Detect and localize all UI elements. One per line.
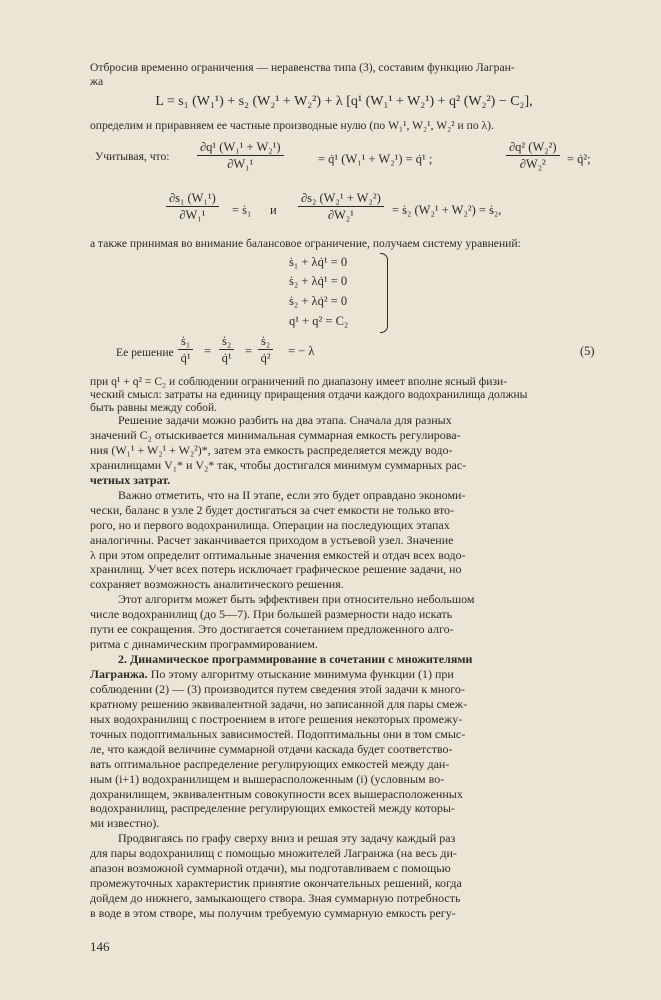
section-line: водохранилищ, распределение регулирующих емкостей между которы-	[90, 801, 455, 816]
derivative-ds1-fraction	[166, 191, 219, 222]
paragraph-line: Решение задачи можно разбить на два этапа. Сначала для разных	[118, 413, 452, 427]
paragraph-line: значений C₂ отыскивается минимальная суммарная емкость регулирова-	[90, 427, 461, 442]
considering-label: Учитывая, что:	[95, 150, 170, 163]
and-word: и	[270, 203, 277, 217]
paragraph-line: аналогичны. Расчет заканчивается приходом в устьевой узел. Значение	[90, 532, 454, 547]
section-line: ных водохранилищ с построением в итоге решения некоторых промежу-	[90, 711, 463, 726]
fraction-numerator: ∂q² (W₂²)	[506, 140, 560, 156]
paragraph-line: Продвигаясь по графу сверху вниз и решая эту задачу каждый раз	[118, 831, 456, 846]
note-line: быть равны между собой.	[90, 401, 218, 414]
paragraph-line: дойдем до нижнего, замыкающего створа. Зная суммарную потребность	[90, 891, 461, 906]
paragraph-line: чески, баланс в узле 2 будет достигаться за счет емкости не только вто-	[90, 502, 455, 517]
paragraph-line: числе водохранилищ (до 5—7). При большей размерности надо искать	[90, 607, 453, 622]
lagrange-function-equation: L = s₁ (W₁¹) + s₂ (W₂¹ + W₂²) + λ [q¹ (W₁¹ + W₂¹) + q² (W₂²) − C₂],	[155, 94, 533, 109]
paragraph-line: рого, но и первого водохранилища. Операции на последующих этапах	[90, 517, 450, 532]
section-line: кратному решению эквивалентной задачи, но записанной для пары смеж-	[90, 696, 468, 711]
derivative-ds1-rhs: = ṡ₁	[232, 203, 252, 217]
paragraph-line: λ при этом определит оптимальные значения емкостей и отдач всех водо-	[90, 547, 466, 562]
solution-tail: = − λ	[288, 344, 315, 358]
book-page: Отбросив временно ограничения — неравенства типа (3), составим функцию Лагран- жа L = s₁ (W₁¹) + s₂ (W₂¹ + W₂²) + λ [q¹ (W₁¹ + W₂¹) + q² (W₂²) − C₂], определим и приравняем ее частные производные нулю (по W₁¹, W₂¹, W₂² и по λ). Учитывая, что: $\frac{\text{∂q¹ (W₁¹ + W₂¹)}}{\text{∂W₁¹}}$ = q̇¹ (W₁¹ + W₂¹) = q̇¹ ; $\frac{\text{∂q² (W₂²)}}{\text{∂W₂²}}$ = q̇²; $\frac{\text{∂s₁ (W₁¹)}}{\text{∂W₁¹}}$ = ṡ₁ и $\frac{\text{∂s₂ (W₂¹ + W₂²)}}{\text{∂W₂¹}}$ = ṡ₂ (W₂¹ + W₂²) = ṡ₂, а также принимая во внимание балансовое ограничение, получаем систему уравнений: ṡ₁ + λq̇¹ = 0 ṡ₂ + λq̇¹ = 0 ṡ₂ + λq̇² = 0 q¹ + q² = C₂ Ее решение $\frac{\text{ṡ₁}}{\text{q̇¹}}$ = $\frac{\text{ṡ₂}}{\text{q̇¹}}$ = $\frac{\text{ṡ₂}}{\text{q̇²}}$ = − λ (5) при q¹ + q² = C₂ и соблюдении ограничений по диапазону имеет вполне ясный физи- ческий смысл: затраты на единицу приращения отдачи каждого водохранилища должны быть равны между собой. Решение задачи можно разбить на два этапа. Сначала для разных значений C₂ отыскивается минимальная суммарная емкость регулирова- ния (W₁¹ + W₂¹ + W₂²)*, затем эта емкость распределяется между водо- хранилищами V₁* и V₂* так, чтобы достигался минимум суммарных рас- четных затрат. Важно отметить, что на II этапе, если это будет оправдано экономи- чески, баланс в узле 2 будет достигаться за счет емкости не только вто- рого, но и первого водохранилища. Операции на последующих этапах аналогичны. Расчет заканчивается приходом в устьевой узел. Значение λ при этом определит оптимальные значения емкостей и отдач всех водо- хранилищ. Учет всех потерь исключает графическое решение задачи, но сохраняет возможность аналитического решения. Этот алгоритм может быть эффективен при относительно небольшом числе водохранилищ (до 5—7). При большей размерности надо искать пути ее сокращения. Это достигается сочетанием предложенного алго- ритма с динамическим программированием. 2. Динамическое программирование в сочетании с множителями Лагранжа. По этому алгоритму отыскание минимума функции (1) при соблюдении (2) — (3) производится путем сведения этой задачи к много- кратному решению эквивалентной задачи, но записанной для пары смеж- ных водохранилищ с построением в итоге решения некоторых промежу- точных подоптимальных зависимостей. Подоптимальны они в том смыс- ле, что каждой величине суммарной отдачи каскада будет соответство- вать оптимальное распределение регулирующих емкостей между дан- ным (i+1) водохранилищем и вышерасположенным (i) (условным во- дохранилищем, эквивалентным совокупности всех вышерасположенных водохранилищ, распределение регулирующих емкостей между которы- ми известно). Продвигаясь по графу сверху вниз и решая эту задачу каждый раз для пары водохранилищ с помощью множителей Лагранжа (на весь ди- апазон возможной суммарной отдачи), мы подготавливаем с помощью промежуточных характеристик принятие окончательных решений, когда дойдем до нижнего, замыкающего створа. Зная суммарную потребность в воде в этом створе, мы получим требуемую суммарную емкость регу- 146	[0, 0, 661, 1000]
paragraph-line: промежуточных характеристик принятие окончательных решений, когда	[90, 876, 462, 891]
derivative-dq1-fraction	[197, 140, 284, 171]
paragraph-line: Важно отметить, что на II этапе, если это будет оправдано экономи-	[118, 487, 466, 502]
fraction-numerator: ṡ₂	[258, 334, 273, 350]
solution-fraction	[219, 334, 234, 365]
paragraph-line: пути ее сокращения. Это достигается сочетанием предложенного алго-	[90, 622, 454, 637]
section-line: соблюдении (2) — (3) производится путем сведения этой задачи к много-	[90, 681, 465, 696]
paragraph-line: в воде в этом створе, мы получим требуемую суммарную емкость регу-	[90, 906, 456, 920]
section-line: ми известно).	[90, 816, 160, 831]
section-line-text: По этому алгоритму отыскание минимума функции (1) при	[147, 667, 454, 681]
note-line: ческий смысл: затраты на единицу приращения отдачи каждого водохранилища должны	[90, 388, 528, 401]
system-brace	[380, 253, 388, 333]
fraction-numerator: ṡ₁	[178, 334, 193, 350]
section-line: вать оптимальное распределение регулирующих емкостей между дан-	[90, 756, 450, 771]
section-first-line	[90, 667, 598, 682]
balance-constraint-line: а также принимая во внимание балансовое ограничение, получаем систему уравнений:	[90, 237, 521, 250]
paragraph-line: хранилищ. Учет всех потерь исключает графическое решение задачи, но	[90, 562, 462, 577]
paragraph-line: хранилищами V₁* и V₂* так, чтобы достигался минимум суммарных рас-	[90, 457, 467, 472]
solution-label: Ее решение	[116, 346, 174, 359]
note-line: при q¹ + q² = C₂ и соблюдении ограничений по диапазону имеет вполне ясный физи-	[90, 375, 508, 388]
section-line: дохранилищем, эквивалентным совокупности всех вышерасположенных	[90, 786, 463, 801]
section-line: ле, что каждой величине суммарной отдачи каскада будет соответство-	[90, 741, 453, 756]
derivative-dq2-fraction	[506, 140, 560, 171]
paragraph-line: ритма с динамическим программированием.	[90, 637, 318, 652]
derivative-ds2-fraction	[298, 191, 384, 222]
page-number: 146	[90, 939, 110, 954]
fraction-denominator: q̇¹	[221, 351, 232, 365]
derivative-dq1-rhs: = q̇¹ (W₁¹ + W₂¹) = q̇¹ ;	[318, 152, 433, 166]
section-line: точных подоптимальных зависимостей. Подоптимальны они в том смыс-	[90, 726, 466, 741]
paragraph-line: Этот алгоритм может быть эффективен при относительно небольшом	[118, 592, 475, 607]
fraction-numerator: ∂s₁ (W₁¹)	[166, 191, 219, 207]
intro-line: Отбросив временно ограничения — неравенства типа (3), составим функцию Лагран-	[90, 61, 515, 74]
paragraph-line: сохраняет возможность аналитического решения.	[90, 577, 344, 592]
solution-fraction	[178, 334, 193, 365]
system-equation: ṡ₂ + λq̇² = 0	[289, 294, 348, 308]
fraction-numerator: ∂q¹ (W₁¹ + W₂¹)	[197, 140, 284, 156]
fraction-denominator: ∂W₁¹	[179, 208, 206, 222]
paragraph-line: апазон возможной суммарной отдачи), мы подготавливаем с помощью	[90, 861, 451, 876]
paragraph-line: для пары водохранилищ с помощью множителей Лагранжа (на весь ди-	[90, 846, 457, 861]
solution-fraction	[258, 334, 273, 365]
system-equation: q¹ + q² = C₂	[289, 314, 349, 328]
intro-line: жа	[90, 75, 104, 88]
paragraph-line: ния (W₁¹ + W₂¹ + W₂²)*, затем эта емкость распределяется между водо-	[90, 442, 453, 457]
fraction-denominator: ∂W₂¹	[327, 208, 354, 222]
system-equation: ṡ₂ + λq̇¹ = 0	[289, 274, 348, 288]
fraction-denominator: q̇²	[260, 351, 271, 365]
fraction-numerator: ∂s₂ (W₂¹ + W₂²)	[298, 191, 384, 207]
fraction-numerator: ṡ₂	[219, 334, 234, 350]
system-equation: ṡ₁ + λq̇¹ = 0	[289, 255, 348, 269]
section-line: ным (i+1) водохранилищем и вышерасположенным (i) (условным во-	[90, 771, 445, 786]
paragraph-line: четных затрат.	[90, 472, 171, 487]
fraction-denominator: q̇¹	[180, 351, 191, 365]
section-heading: 2. Динамическое программирование в сочетании с множителями	[118, 652, 473, 666]
derivative-ds2-rhs: = ṡ₂ (W₂¹ + W₂²) = ṡ₂,	[392, 203, 502, 217]
partial-derivatives-line: определим и приравняем ее частные производные нулю (по W₁¹, W₂¹, W₂² и по λ).	[90, 119, 494, 132]
derivative-dq2-rhs: = q̇²;	[567, 152, 591, 166]
fraction-denominator: ∂W₁¹	[227, 157, 254, 171]
fraction-denominator: ∂W₂²	[519, 157, 546, 171]
equation-number: (5)	[580, 344, 595, 358]
section-heading-tail: Лагранжа.	[90, 667, 148, 681]
